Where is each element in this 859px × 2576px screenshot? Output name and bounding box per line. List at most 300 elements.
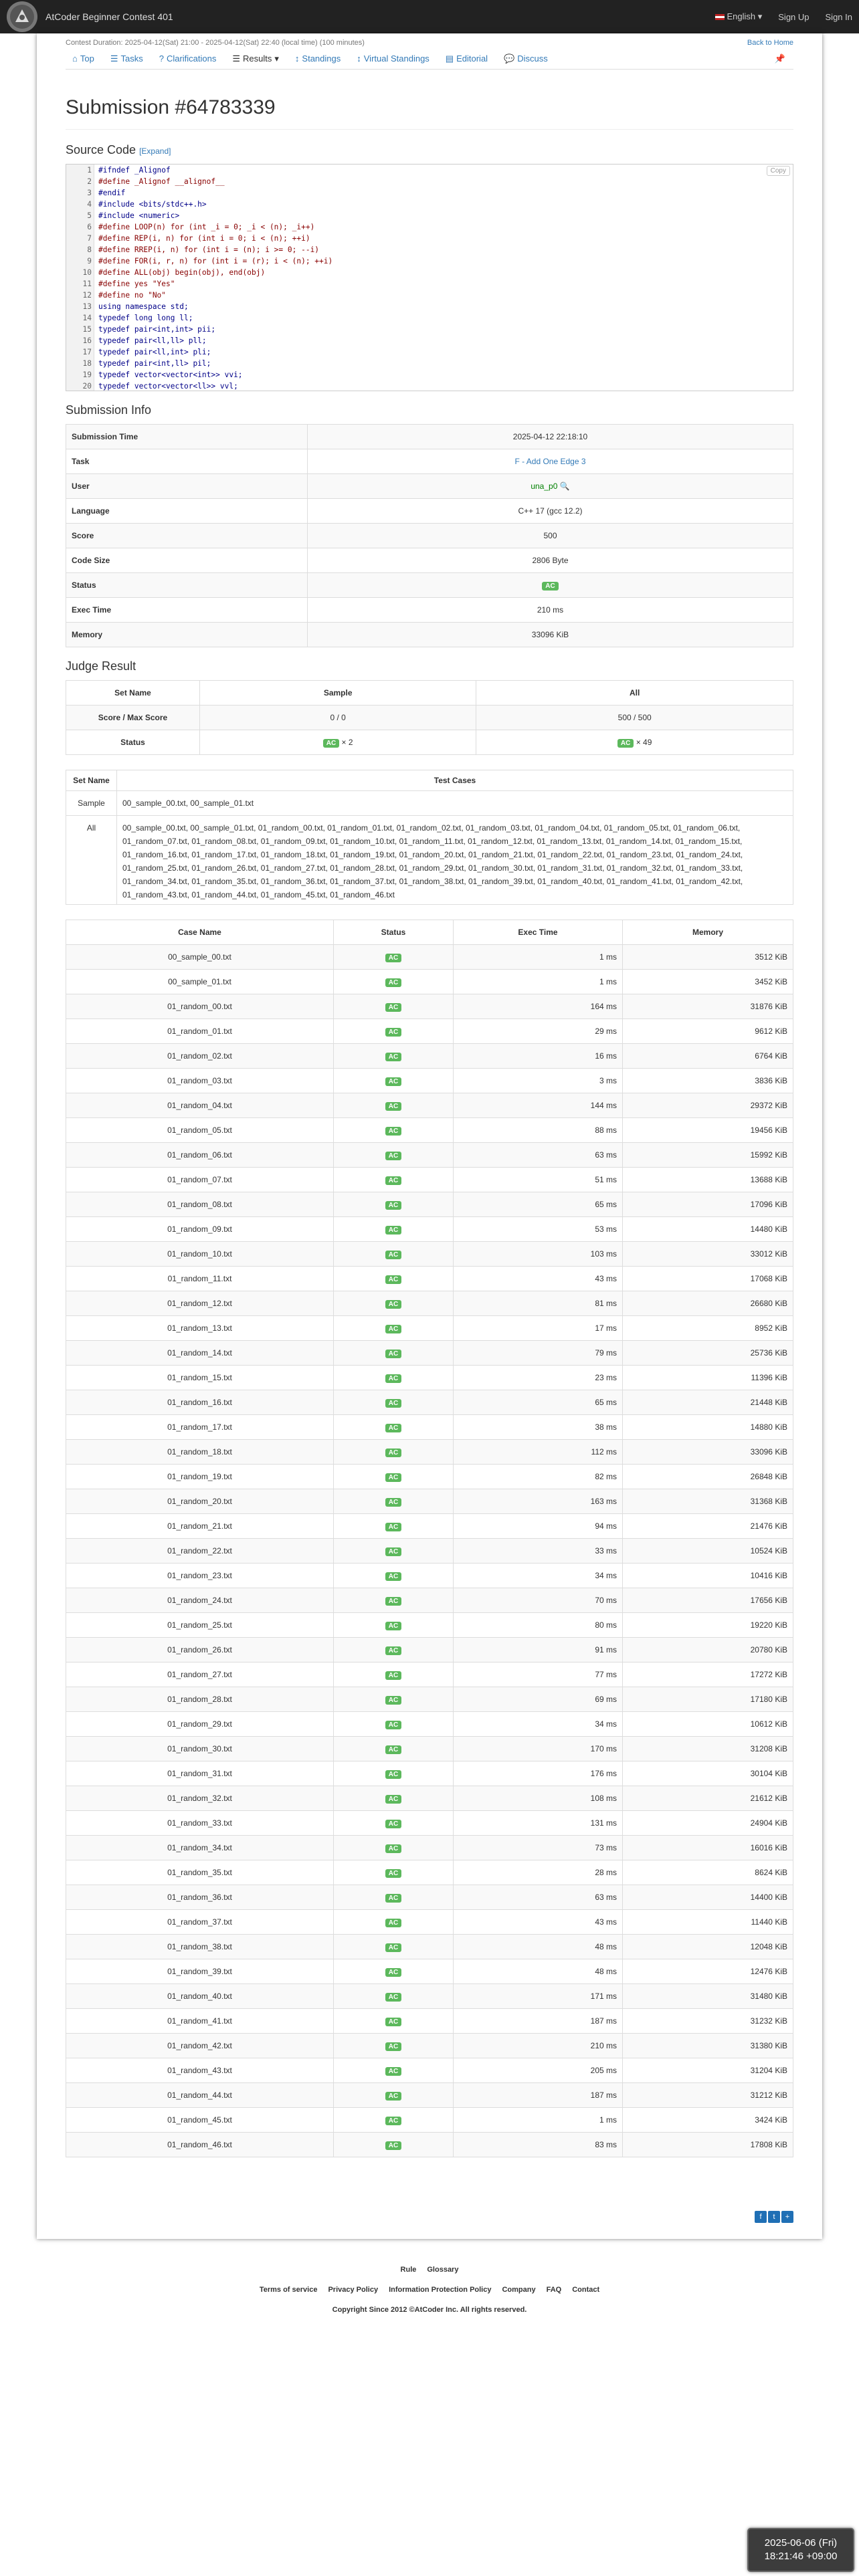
- fixed-clock: [747, 2528, 854, 2572]
- info-value: 500: [308, 524, 793, 548]
- case-memory: 3836 KiB: [623, 1069, 793, 1093]
- score-sample: 0 / 0: [200, 706, 476, 730]
- code-text: #define RREP(i, n) for (int i = (n); i >= 0; --i): [98, 245, 320, 254]
- line-number: 8: [87, 245, 92, 254]
- case-memory: 12048 KiB: [623, 1935, 793, 1959]
- user-link[interactable]: una_p0: [531, 481, 558, 491]
- case-memory: 17808 KiB: [623, 2133, 793, 2157]
- case-name: 01_random_20.txt: [66, 1489, 334, 1514]
- case-exec-time: 28 ms: [454, 1860, 623, 1885]
- code-line: [66, 290, 793, 301]
- case-name: 01_random_00.txt: [66, 994, 334, 1019]
- case-status: [334, 1761, 454, 1786]
- status-all: AC × 49: [476, 730, 793, 755]
- case-memory: 33012 KiB: [623, 1242, 793, 1267]
- case-exec-time: 48 ms: [454, 1935, 623, 1959]
- ac-badge: AC: [385, 1523, 401, 1531]
- case-name: 01_random_37.txt: [66, 1910, 334, 1935]
- line-number: 19: [82, 370, 92, 379]
- case-memory: 15992 KiB: [623, 1143, 793, 1168]
- line-number: 6: [87, 223, 92, 231]
- case-exec-time: 48 ms: [454, 1959, 623, 1984]
- info-label: Task: [66, 449, 308, 474]
- ac-badge: AC: [385, 1448, 401, 1457]
- case-status: [334, 1168, 454, 1192]
- set-name: Sample: [66, 791, 117, 816]
- twitter-icon[interactable]: t: [768, 2211, 780, 2223]
- code-text: #define yes "Yes": [98, 280, 175, 288]
- copy-button[interactable]: Copy: [767, 166, 790, 176]
- ac-badge: AC: [385, 1968, 401, 1977]
- info-protection-link[interactable]: Information Protection Policy: [389, 2286, 492, 2294]
- ac-badge: AC: [385, 1077, 401, 1086]
- code-line: [66, 358, 793, 369]
- case-status: [334, 1662, 454, 1687]
- info-label: Memory: [66, 623, 308, 647]
- table-row: [66, 1143, 793, 1168]
- code-text: using namespace std;: [98, 302, 189, 311]
- line-number: 1: [87, 166, 92, 175]
- case-status: [334, 1588, 454, 1613]
- case-name: 01_random_43.txt: [66, 2058, 334, 2083]
- case-status: [334, 1514, 454, 1539]
- book-icon: ▤: [445, 53, 454, 64]
- case-status: [334, 1959, 454, 1984]
- footer: [0, 2266, 859, 2314]
- case-exec-time: 163 ms: [454, 1489, 623, 1514]
- ac-badge: AC: [385, 1770, 401, 1779]
- info-value: [308, 573, 793, 598]
- case-status: [334, 1836, 454, 1860]
- case-name: 01_random_44.txt: [66, 2083, 334, 2108]
- code-line: [66, 381, 793, 391]
- case-name: 00_sample_00.txt: [66, 945, 334, 970]
- privacy-link[interactable]: Privacy Policy: [328, 2286, 379, 2294]
- info-label: Language: [66, 499, 308, 524]
- caret-down-icon: ▾: [274, 53, 279, 64]
- case-exec-time: 34 ms: [454, 1564, 623, 1588]
- info-value: 2025-04-12 22:18:10: [308, 425, 793, 449]
- case-memory: 21448 KiB: [623, 1390, 793, 1415]
- score-label: Score / Max Score: [66, 706, 200, 730]
- page-title: Submission #64783339: [66, 96, 793, 130]
- case-status: [334, 2034, 454, 2058]
- status-sample: AC × 2: [200, 730, 476, 755]
- case-exec-time: 205 ms: [454, 2058, 623, 2083]
- case-exec-time: 80 ms: [454, 1613, 623, 1638]
- table-row: [66, 1242, 793, 1267]
- case-memory: 8624 KiB: [623, 1860, 793, 1885]
- ac-badge: AC: [385, 2117, 401, 2125]
- table-row: [66, 1514, 793, 1539]
- line-number: 17: [82, 348, 92, 356]
- code-text: #define ALL(obj) begin(obj), end(obj): [98, 268, 266, 277]
- case-exec-time: 187 ms: [454, 2083, 623, 2108]
- code-line: [66, 199, 793, 210]
- case-exec-time: 81 ms: [454, 1291, 623, 1316]
- tab-standings[interactable]: ↕ Standings: [294, 53, 341, 64]
- case-name: 01_random_18.txt: [66, 1440, 334, 1465]
- code-text: #include <bits/stdc++.h>: [98, 200, 207, 209]
- table-row: [66, 1489, 793, 1514]
- case-memory: 31212 KiB: [623, 2083, 793, 2108]
- contest-nav: [66, 48, 793, 70]
- case-name: 01_random_11.txt: [66, 1267, 334, 1291]
- case-name: 01_random_24.txt: [66, 1588, 334, 1613]
- info-label: Status: [66, 573, 308, 598]
- ac-badge: AC: [385, 1473, 401, 1482]
- case-status: [334, 1737, 454, 1761]
- submission-info-table: [66, 424, 793, 647]
- code-line: [66, 335, 793, 346]
- ac-badge: AC: [385, 1226, 401, 1235]
- ac-badge: AC: [385, 1152, 401, 1160]
- table-row: [66, 1440, 793, 1465]
- table-row: [66, 1786, 793, 1811]
- ac-badge: AC: [385, 1646, 401, 1655]
- task-link[interactable]: F - Add One Edge 3: [514, 457, 586, 466]
- code-text: typedef vector<vector<int>> vvi;: [98, 370, 243, 379]
- case-name: 01_random_17.txt: [66, 1415, 334, 1440]
- case-status: [334, 1143, 454, 1168]
- ac-badge: AC: [385, 1622, 401, 1630]
- code-line: [66, 165, 793, 176]
- ac-badge: AC: [385, 1820, 401, 1828]
- table-row: [66, 1959, 793, 1984]
- code-line: [66, 301, 793, 312]
- list-icon: ☰: [110, 53, 118, 64]
- case-name: 01_random_04.txt: [66, 1093, 334, 1118]
- table-row: [66, 1910, 793, 1935]
- sort-icon: ↕: [294, 53, 300, 64]
- ac-badge: AC: [385, 1127, 401, 1136]
- table-row: [66, 1093, 793, 1118]
- case-name: 01_random_03.txt: [66, 1069, 334, 1093]
- tab-clarifications[interactable]: ? Clarifications: [159, 53, 217, 64]
- sample-header: Sample: [200, 681, 476, 706]
- ac-badge: AC: [385, 2067, 401, 2076]
- case-status: [334, 1489, 454, 1514]
- case-memory: 24904 KiB: [623, 1811, 793, 1836]
- code-line: [66, 187, 793, 199]
- search-icon[interactable]: 🔍: [557, 481, 570, 491]
- memory-header: Memory: [623, 920, 793, 945]
- rule-link[interactable]: Rule: [400, 2266, 417, 2274]
- table-row: [66, 970, 793, 994]
- test-cases-header: Test Cases: [117, 770, 793, 791]
- case-name: 01_random_13.txt: [66, 1316, 334, 1341]
- code-text: typedef vector<vector<ll>> vvl;: [98, 382, 238, 391]
- case-name: 01_random_46.txt: [66, 2133, 334, 2157]
- case-memory: 13688 KiB: [623, 1168, 793, 1192]
- ac-badge: AC: [385, 1399, 401, 1408]
- set-cases: 00_sample_00.txt, 00_sample_01.txt: [117, 791, 793, 816]
- faq-link[interactable]: FAQ: [546, 2286, 562, 2294]
- table-row: [66, 1935, 793, 1959]
- caret-down-icon: ▾: [757, 11, 763, 21]
- case-exec-time: 82 ms: [454, 1465, 623, 1489]
- table-row: [66, 2133, 793, 2157]
- case-exec-time: 23 ms: [454, 1366, 623, 1390]
- sign-in-link[interactable]: Sign In: [825, 11, 852, 22]
- set-name-header: Set Name: [66, 770, 117, 791]
- ac-badge: AC: [617, 739, 634, 748]
- tab-tasks[interactable]: ☰ Tasks: [110, 53, 143, 64]
- code-text: #ifndef _Alignof: [98, 166, 171, 175]
- info-value: 33096 KiB: [308, 623, 793, 647]
- case-exec-time: 1 ms: [454, 945, 623, 970]
- line-number: 20: [82, 382, 92, 391]
- case-memory: 10416 KiB: [623, 1564, 793, 1588]
- table-row: [66, 1217, 793, 1242]
- case-status: [334, 1984, 454, 2009]
- language-selector[interactable]: [715, 11, 762, 22]
- case-name: 01_random_12.txt: [66, 1291, 334, 1316]
- top-navbar: [0, 0, 859, 33]
- case-exec-time: 91 ms: [454, 1638, 623, 1662]
- info-value: [308, 474, 793, 499]
- code-text: typedef pair<ll,int> pli;: [98, 348, 211, 356]
- code-line: [66, 210, 793, 221]
- code-line: [66, 346, 793, 358]
- case-exec-time: 210 ms: [454, 2034, 623, 2058]
- case-name: 00_sample_01.txt: [66, 970, 334, 994]
- code-line: [66, 221, 793, 233]
- list-icon: ☰: [232, 53, 241, 64]
- terms-link[interactable]: Terms of service: [259, 2286, 318, 2294]
- case-memory: 11396 KiB: [623, 1366, 793, 1390]
- case-exec-time: 38 ms: [454, 1415, 623, 1440]
- case-name: 01_random_41.txt: [66, 2009, 334, 2034]
- case-status: [334, 1613, 454, 1638]
- case-exec-time: 83 ms: [454, 2133, 623, 2157]
- sign-up-link[interactable]: Sign Up: [778, 11, 809, 22]
- case-name: 01_random_29.txt: [66, 1712, 334, 1737]
- clock-time: 18:21:46 +09:00: [764, 2551, 838, 2562]
- case-memory: 17068 KiB: [623, 1267, 793, 1291]
- case-name: 01_random_06.txt: [66, 1143, 334, 1168]
- expand-link[interactable]: [Expand]: [139, 146, 171, 156]
- status-label: Status: [66, 730, 200, 755]
- line-number: 10: [82, 268, 92, 277]
- case-name: 01_random_30.txt: [66, 1737, 334, 1761]
- tab-editorial[interactable]: ▤ Editorial: [445, 53, 488, 64]
- table-row: [66, 2083, 793, 2108]
- case-name: 01_random_35.txt: [66, 1860, 334, 1885]
- submission-info-heading: Submission Info: [66, 403, 152, 417]
- tab-discuss[interactable]: 💬 Discuss: [504, 53, 548, 64]
- table-row: [66, 1712, 793, 1737]
- case-name: 01_random_08.txt: [66, 1192, 334, 1217]
- case-memory: 14480 KiB: [623, 1217, 793, 1242]
- table-row: [66, 945, 793, 970]
- share-buttons: [755, 2211, 793, 2223]
- case-name: 01_random_07.txt: [66, 1168, 334, 1192]
- case-exec-time: 170 ms: [454, 1737, 623, 1761]
- case-exec-time: 33 ms: [454, 1539, 623, 1564]
- case-exec-time: 29 ms: [454, 1019, 623, 1044]
- table-row: [66, 1316, 793, 1341]
- ac-badge: AC: [385, 1102, 401, 1111]
- contest-duration: Contest Duration: 2025-04-12(Sat) 21:00 - 2025-04-12(Sat) 22:40 (local time) (100 minutes): [66, 39, 365, 47]
- table-row: [66, 1192, 793, 1217]
- case-status: [334, 1638, 454, 1662]
- info-value: 2806 Byte: [308, 548, 793, 573]
- table-row: [66, 2034, 793, 2058]
- line-number: 7: [87, 234, 92, 243]
- language-label: English: [727, 11, 756, 21]
- pin-icon[interactable]: 📌: [774, 53, 785, 64]
- judge-result-heading: Judge Result: [66, 659, 136, 673]
- case-memory: 10612 KiB: [623, 1712, 793, 1737]
- case-name: 01_random_39.txt: [66, 1959, 334, 1984]
- case-memory: 31232 KiB: [623, 2009, 793, 2034]
- ac-badge: AC: [385, 1894, 401, 1903]
- case-memory: 20780 KiB: [623, 1638, 793, 1662]
- case-memory: 14400 KiB: [623, 1885, 793, 1910]
- plus-icon[interactable]: +: [781, 2211, 793, 2223]
- case-memory: 19456 KiB: [623, 1118, 793, 1143]
- table-row: [66, 1737, 793, 1761]
- case-memory: 31876 KiB: [623, 994, 793, 1019]
- code-line: [66, 324, 793, 335]
- code-text: #endif: [98, 189, 126, 197]
- case-name: 01_random_28.txt: [66, 1687, 334, 1712]
- code-text: #define _Alignof __alignof__: [98, 177, 225, 186]
- ac-badge: AC: [385, 1696, 401, 1705]
- table-row: [66, 994, 793, 1019]
- ac-badge: AC: [385, 2042, 401, 2051]
- contest-title[interactable]: AtCoder Beginner Contest 401: [45, 11, 173, 22]
- case-memory: 31204 KiB: [623, 2058, 793, 2083]
- case-memory: 19220 KiB: [623, 1613, 793, 1638]
- case-name: 01_random_26.txt: [66, 1638, 334, 1662]
- table-row: [66, 2108, 793, 2133]
- case-name: 01_random_38.txt: [66, 1935, 334, 1959]
- info-value: [308, 449, 793, 474]
- table-row: [66, 1761, 793, 1786]
- contact-link[interactable]: Contact: [572, 2286, 600, 2294]
- tab-virtual-standings[interactable]: ↕ Virtual Standings: [357, 53, 430, 64]
- facebook-icon[interactable]: f: [755, 2211, 767, 2223]
- case-memory: 26848 KiB: [623, 1465, 793, 1489]
- case-memory: 17180 KiB: [623, 1687, 793, 1712]
- back-to-home-link[interactable]: Back to Home: [747, 39, 793, 47]
- source-code-block[interactable]: [66, 164, 793, 391]
- atcoder-logo[interactable]: [7, 1, 37, 32]
- case-exec-time: 103 ms: [454, 1242, 623, 1267]
- case-name: 01_random_40.txt: [66, 1984, 334, 2009]
- case-memory: 33096 KiB: [623, 1440, 793, 1465]
- ac-badge: AC: [385, 1795, 401, 1804]
- case-memory: 29372 KiB: [623, 1093, 793, 1118]
- case-status: [334, 1291, 454, 1316]
- code-text: #include <numeric>: [98, 211, 180, 220]
- code-line: [66, 267, 793, 278]
- tab-results[interactable]: ☰ Results ▾: [232, 53, 279, 64]
- case-name: 01_random_42.txt: [66, 2034, 334, 2058]
- table-row: [66, 1291, 793, 1316]
- line-number: 15: [82, 325, 92, 334]
- case-name: 01_random_31.txt: [66, 1761, 334, 1786]
- info-label: Exec Time: [66, 598, 308, 623]
- source-code-heading: Source Code: [66, 143, 136, 156]
- clock-date: 2025-06-06 (Fri): [764, 2537, 838, 2549]
- tab-top[interactable]: ⌂ Top: [72, 53, 94, 64]
- table-row: [66, 1662, 793, 1687]
- case-name: 01_random_15.txt: [66, 1366, 334, 1390]
- ac-badge: AC: [385, 1844, 401, 1853]
- case-name: 01_random_33.txt: [66, 1811, 334, 1836]
- case-exec-time: 1 ms: [454, 970, 623, 994]
- table-row: [66, 1613, 793, 1638]
- line-number: 13: [82, 302, 92, 311]
- case-exec-time: 43 ms: [454, 1267, 623, 1291]
- code-line: [66, 255, 793, 267]
- case-status: [334, 1415, 454, 1440]
- case-exec-time: 34 ms: [454, 1712, 623, 1737]
- table-row: [66, 1811, 793, 1836]
- case-status: [334, 1885, 454, 1910]
- case-status: [334, 1440, 454, 1465]
- table-row: [66, 1366, 793, 1390]
- ac-badge: AC: [385, 1547, 401, 1556]
- case-memory: 16016 KiB: [623, 1836, 793, 1860]
- score-all: 500 / 500: [476, 706, 793, 730]
- case-name: 01_random_19.txt: [66, 1465, 334, 1489]
- line-number: 4: [87, 200, 92, 209]
- glossary-link[interactable]: Glossary: [427, 2266, 459, 2274]
- ac-badge: AC: [385, 2092, 401, 2101]
- case-status: [334, 1217, 454, 1242]
- case-name: 01_random_02.txt: [66, 1044, 334, 1069]
- case-status: [334, 1044, 454, 1069]
- case-status: [334, 1390, 454, 1415]
- case-status: [334, 1935, 454, 1959]
- main-container: [37, 33, 822, 2239]
- case-status: [334, 1860, 454, 1885]
- case-exec-time: 69 ms: [454, 1687, 623, 1712]
- case-exec-time: 51 ms: [454, 1168, 623, 1192]
- ac-badge: AC: [385, 1572, 401, 1581]
- test-sets-table: [66, 770, 793, 905]
- case-memory: 26680 KiB: [623, 1291, 793, 1316]
- case-status: [334, 1687, 454, 1712]
- ac-badge: AC: [385, 1251, 401, 1259]
- table-row: [66, 1019, 793, 1044]
- ac-badge: AC: [385, 1745, 401, 1754]
- case-exec-time: 187 ms: [454, 2009, 623, 2034]
- ac-badge: AC: [323, 739, 339, 748]
- info-label: Submission Time: [66, 425, 308, 449]
- flag-icon: [715, 14, 725, 20]
- ac-badge: AC: [385, 1671, 401, 1680]
- info-label: Code Size: [66, 548, 308, 573]
- case-name: 01_random_25.txt: [66, 1613, 334, 1638]
- table-row: [66, 1984, 793, 2009]
- case-status: [334, 1019, 454, 1044]
- case-exec-time: 17 ms: [454, 1316, 623, 1341]
- case-name: 01_random_32.txt: [66, 1786, 334, 1811]
- case-name: 01_random_10.txt: [66, 1242, 334, 1267]
- line-number: 3: [87, 189, 92, 197]
- case-memory: 6764 KiB: [623, 1044, 793, 1069]
- case-memory: 11440 KiB: [623, 1910, 793, 1935]
- case-memory: 3452 KiB: [623, 970, 793, 994]
- company-link[interactable]: Company: [502, 2286, 536, 2294]
- ac-badge: AC: [385, 1325, 401, 1333]
- case-exec-time: 3 ms: [454, 1069, 623, 1093]
